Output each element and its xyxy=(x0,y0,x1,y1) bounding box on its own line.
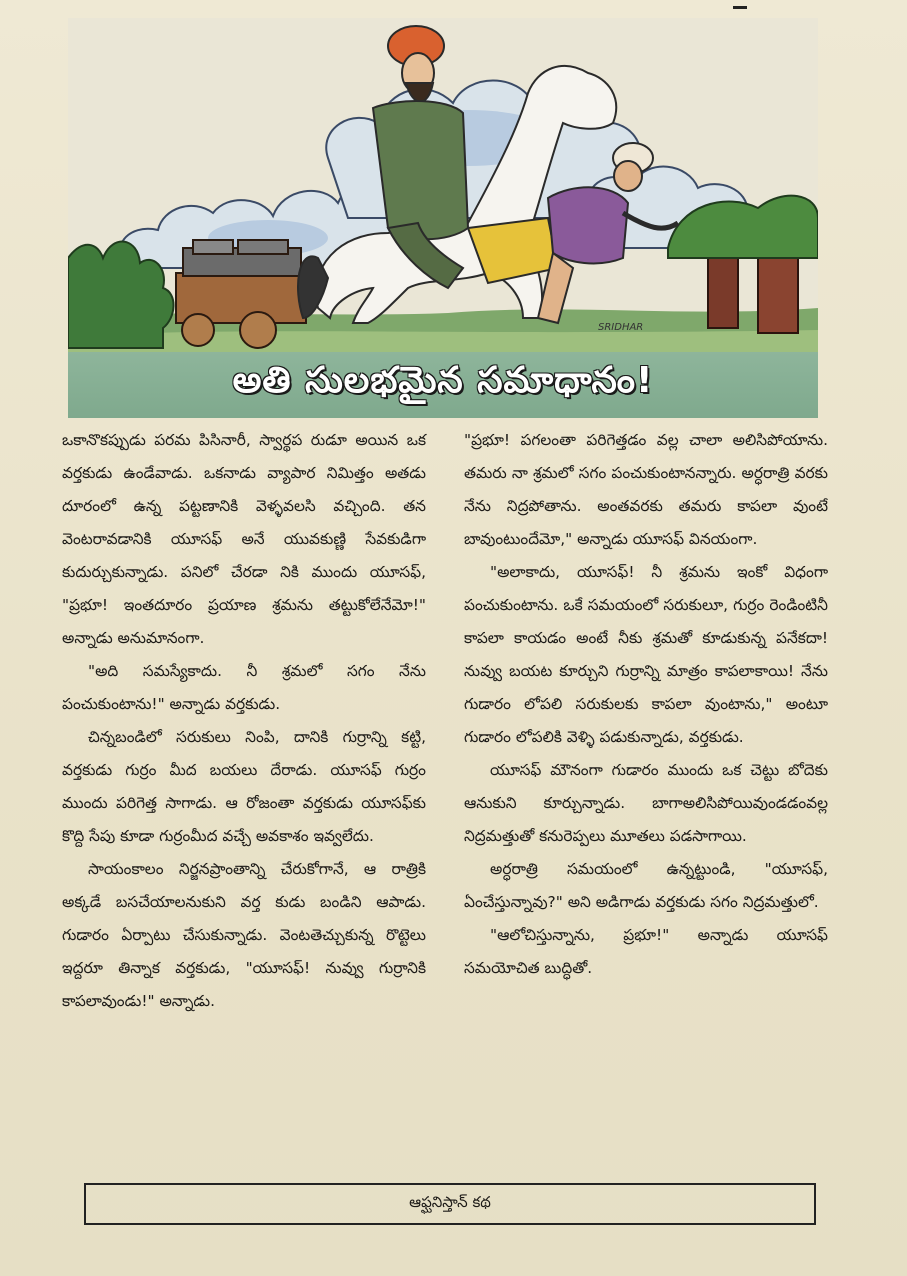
paragraph: "ఆలోచిస్తున్నాను, ప్రభూ!" అన్నాడు యూసఫ్ సమయోచిత బుద్ధితో. xyxy=(464,926,828,977)
title-banner xyxy=(68,352,818,418)
paragraph: ఒకానొకప్పుడు పరమ పిసినారీ, స్వార్థప రుడూ అయిన ఒక వర్తకుడు ఉండేవాడు. ఒకనాడు వ్యాపార నిమిత్తం అతడు దూరంలో ఉన్న పట్టణానికి వెళ్ళవలసి వచ్చింది. తన వెంటరావడానికి యూసఫ్ అనే యువకుణ్ణి సేవకుడిగా కుదుర్చుకున్నాడు. పనిలో చేరడా నికి ముందు యూసఫ్, "ప్రభూ! ఇంతదూరం ప్రయాణ శ్రమను తట్టుకోలేనేమో!" అన్నాడు అనుమానంగా. xyxy=(62,431,426,647)
story-origin-box xyxy=(84,1183,816,1225)
story-origin: ఆఫ్ఘనిస్తాన్ కథ xyxy=(409,1193,491,1211)
column-right xyxy=(464,424,828,1164)
artist-signature: SRIDHAR xyxy=(598,322,644,333)
story-title: అతి సులభమైన సమాధానం! xyxy=(232,360,654,401)
paragraph: "ప్రభూ! పగలంతా పరిగెత్తడం వల్ల చాలా అలిసిపోయాను. తమరు నా శ్రమలో సగం పంచుకుంటానన్నారు. అర్ధరాత్రి వరకు నేను నిద్రపోతాను. అంతవరకు తమరు కాపలా వుంటే బావుంటుందేమో," అన్నాడు యూసఫ్ వినయంగా. xyxy=(464,431,828,548)
paragraph: అర్ధరాత్రి సమయంలో ఉన్నట్టుండి, "యూసఫ్, ఏంచేస్తున్నావు?" అని అడిగాడు వర్తకుడు సగం నిద్రమత్తులో. xyxy=(464,860,828,911)
story-body xyxy=(62,424,828,1164)
paragraph: చిన్నబండిలో సరుకులు నింపి, దానికి గుర్రాన్ని కట్టి, వర్తకుడు గుర్రం మీద బయలు దేరాడు. యూసఫ్ గుర్రం ముందు పరిగెత్త సాగాడు. ఆ రోజంతా వర్తకుడు యూసఫ్‌కు కొద్ది సేపు కూడా గుర్రంమీద వచ్చే అవకాశం ఇవ్వలేదు. xyxy=(62,728,426,845)
paragraph: యూసఫ్ మౌనంగా గుడారం ముందు ఒక చెట్టు బోదెకు ఆనుకుని కూర్చున్నాడు. బాగాఅలిసిపోయివుండడంవల్ల నిద్రమత్తుతో కనురెప్పలు మూతలు పడసాగాయి. xyxy=(464,761,828,845)
paragraph: సాయంకాలం నిర్జనప్రాంతాన్ని చేరుకోగానే, ఆ రాత్రికి అక్కడే బసచేయాలనుకుని వర్త కుడు బండిని ఆపాడు. గుడారం ఏర్పాటు చేసుకున్నాడు. వెంటతెచ్చుకున్న రొట్టెలు ఇద్దరూ తిన్నాక వర్తకుడు, "యూసఫ్! నువ్వు గుర్రానికి కాపలావుండు!" అన్నాడు. xyxy=(62,860,426,1010)
paragraph: "అలాకాదు, యూసఫ్! నీ శ్రమను ఇంకో విధంగా పంచుకుంటాను. ఒకే సమయంలో సరుకులూ, గుర్రం రెండింటినీ కాపలా కాయడం అంటే నీకు శ్రమతో కూడుకున్న పనేకదా! నువ్వు బయట కూర్చుని గుర్రాన్ని మాత్రం కాపలాకాయి! నేను గుడారం లోపలి సరుకులకు కాపలా వుంటాను," అంటూ గుడారం లోపలికి వెళ్ళి పడుకున్నాడు, వర్తకుడు. xyxy=(464,563,828,746)
column-left xyxy=(62,424,426,1164)
print-mark xyxy=(733,6,747,9)
paragraph: "అది సమస్యేకాదు. నీ శ్రమలో సగం నేను పంచుకుంటాను!" అన్నాడు వర్తకుడు. xyxy=(62,662,426,713)
story-illustration xyxy=(68,18,818,356)
